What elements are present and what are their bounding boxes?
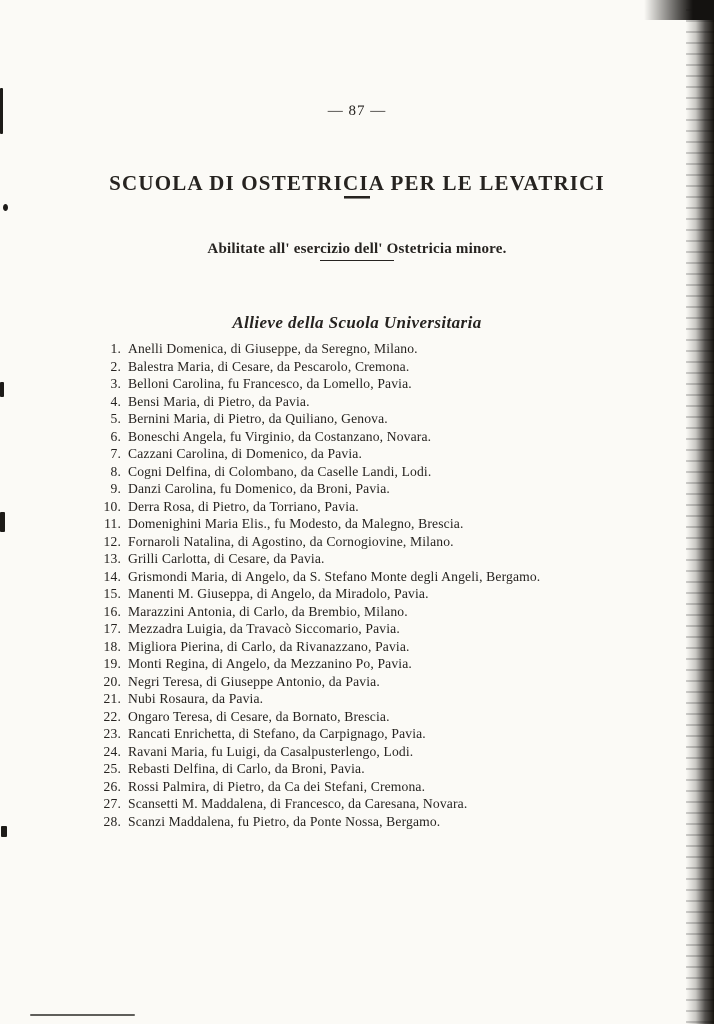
page-number: — 87 — xyxy=(327,103,387,119)
list-item xyxy=(98,585,618,603)
entry-number: 28. xyxy=(103,813,121,829)
subtitle-divider xyxy=(320,260,394,261)
entry-text: Rancati Enrichetta, di Stefano, da Carpignago, Pavia. xyxy=(128,726,426,741)
entry-number: 4. xyxy=(110,393,121,409)
entry-number: 22. xyxy=(103,708,121,724)
entry-text: Belloni Carolina, fu Francesco, da Lomello, Pavia. xyxy=(128,376,412,391)
scan-corner-top-right xyxy=(644,0,714,20)
entry-number: 8. xyxy=(110,463,121,479)
list-item xyxy=(98,550,618,568)
entry-text: Bernini Maria, di Pietro, da Quiliano, Genova. xyxy=(128,411,388,426)
entry-text: Derra Rosa, di Pietro, da Torriano, Pavia. xyxy=(128,498,359,514)
entry-text: Monti Regina, di Angelo, da Mezzanino Po, Pavia. xyxy=(128,656,412,671)
entry-text: Ravani Maria, fu Luigi, da Casalpusterlengo, Lodi. xyxy=(128,743,414,759)
entry-number: 26. xyxy=(103,778,121,794)
entry-number: 1. xyxy=(110,341,121,356)
entry-text: Danzi Carolina, fu Domenico, da Broni, Pavia. xyxy=(128,481,390,496)
entry-text: Migliora Pierina, di Carlo, da Rivanazzano, Pavia. xyxy=(128,638,410,654)
list-item xyxy=(98,358,618,376)
entry-number: 3. xyxy=(110,376,121,391)
scan-speck xyxy=(0,382,4,397)
scan-speck xyxy=(0,512,5,532)
entry-number: 13. xyxy=(103,551,121,566)
entry-text: Anelli Domenica, di Giuseppe, da Seregno, Milano. xyxy=(128,341,418,356)
entry-number: 25. xyxy=(103,761,121,776)
scan-speck xyxy=(1,826,7,837)
list-item xyxy=(98,673,618,691)
entry-text: Nubi Rosaura, da Pavia. xyxy=(128,691,264,706)
entry-text: Cogni Delfina, di Colombano, da Caselle Landi, Lodi. xyxy=(128,463,432,479)
list-item xyxy=(98,620,618,638)
list-item xyxy=(98,708,618,726)
entry-number: 6. xyxy=(110,428,121,444)
entry-number: 19. xyxy=(103,656,121,671)
entry-number: 27. xyxy=(103,796,121,811)
entry-text: Manenti M. Giuseppa, di Angelo, da Miradolo, Pavia. xyxy=(128,586,429,601)
entry-number: 11. xyxy=(104,516,121,531)
entry-number: 10. xyxy=(103,498,121,514)
entry-number: 15. xyxy=(103,586,121,601)
entry-text: Mezzadra Luigia, da Travacò Siccomario, Pavia. xyxy=(128,621,400,636)
entry-text: Cazzani Carolina, di Domenico, da Pavia. xyxy=(128,446,363,461)
entry-text: Grismondi Maria, di Angelo, da S. Stefano Monte degli Angeli, Bergamo. xyxy=(128,568,541,584)
entry-number: 17. xyxy=(103,621,121,636)
entry-text: Rossi Palmira, di Pietro, da Ca dei Stefani, Cremona. xyxy=(128,778,426,794)
entry-text: Bensi Maria, di Pietro, da Pavia. xyxy=(128,393,310,409)
entry-text: Scansetti M. Maddalena, di Francesco, da Caresana, Novara. xyxy=(128,796,468,811)
list-item xyxy=(98,393,618,411)
entry-number: 24. xyxy=(103,743,121,759)
entry-number: 21. xyxy=(103,691,121,706)
entry-text: Ongaro Teresa, di Cesare, da Bornato, Brescia. xyxy=(128,708,390,724)
list-item xyxy=(98,375,618,393)
list-item xyxy=(98,795,618,813)
entry-text: Boneschi Angela, fu Virginio, da Costanzano, Novara. xyxy=(128,428,432,444)
entry-text: Balestra Maria, di Cesare, da Pescarolo, Cremona. xyxy=(128,358,410,374)
list-item xyxy=(98,638,618,656)
list-item xyxy=(98,428,618,446)
list-item xyxy=(98,603,618,621)
entry-text: Fornaroli Natalina, di Agostino, da Cornogiovine, Milano. xyxy=(128,533,454,549)
entry-text: Scanzi Maddalena, fu Pietro, da Ponte Nossa, Bergamo. xyxy=(128,813,441,829)
entry-text: Negri Teresa, di Giuseppe Antonio, da Pavia. xyxy=(128,673,380,689)
list-item xyxy=(98,480,618,498)
page-subtitle: Abilitate all' esercizio dell' Ostetricia minore. xyxy=(207,241,507,258)
entry-number: 2. xyxy=(110,358,121,374)
entry-number: 7. xyxy=(110,446,121,461)
allieve-list xyxy=(98,340,618,830)
list-item xyxy=(98,410,618,428)
title-ornament xyxy=(344,196,370,199)
list-item xyxy=(98,813,618,831)
list-item xyxy=(98,760,618,778)
list-item xyxy=(98,778,618,796)
entry-text: Domenighini Maria Elis., fu Modesto, da Malegno, Brescia. xyxy=(128,516,464,531)
list-item xyxy=(98,533,618,551)
entry-number: 9. xyxy=(110,481,121,496)
list-item xyxy=(98,655,618,673)
entry-text: Marazzini Antonia, di Carlo, da Brembio, Milano. xyxy=(128,603,408,619)
entry-number: 18. xyxy=(103,638,121,654)
list-item xyxy=(98,743,618,761)
entry-number: 16. xyxy=(103,603,121,619)
list-item xyxy=(98,690,618,708)
section-heading: Allieve della Scuola Universitaria xyxy=(232,313,482,332)
scan-speck xyxy=(3,204,8,211)
list-item xyxy=(98,463,618,481)
entry-text: Grilli Carlotta, di Cesare, da Pavia. xyxy=(128,551,325,566)
list-item xyxy=(98,340,618,358)
page-title: SCUOLA DI OSTETRICIA PER LE LEVATRICI xyxy=(109,171,605,196)
entry-text: Rebasti Delfina, di Carlo, da Broni, Pavia. xyxy=(128,761,365,776)
scan-speck xyxy=(30,1014,135,1016)
list-item xyxy=(98,725,618,743)
list-item xyxy=(98,515,618,533)
entry-number: 23. xyxy=(103,726,121,741)
scan-edge-right xyxy=(686,0,714,1024)
entry-number: 5. xyxy=(110,411,121,426)
entry-number: 14. xyxy=(103,568,121,584)
list-item xyxy=(98,568,618,586)
entry-number: 20. xyxy=(103,673,121,689)
entry-number: 12. xyxy=(103,533,121,549)
list-item xyxy=(98,445,618,463)
list-item xyxy=(98,498,618,516)
